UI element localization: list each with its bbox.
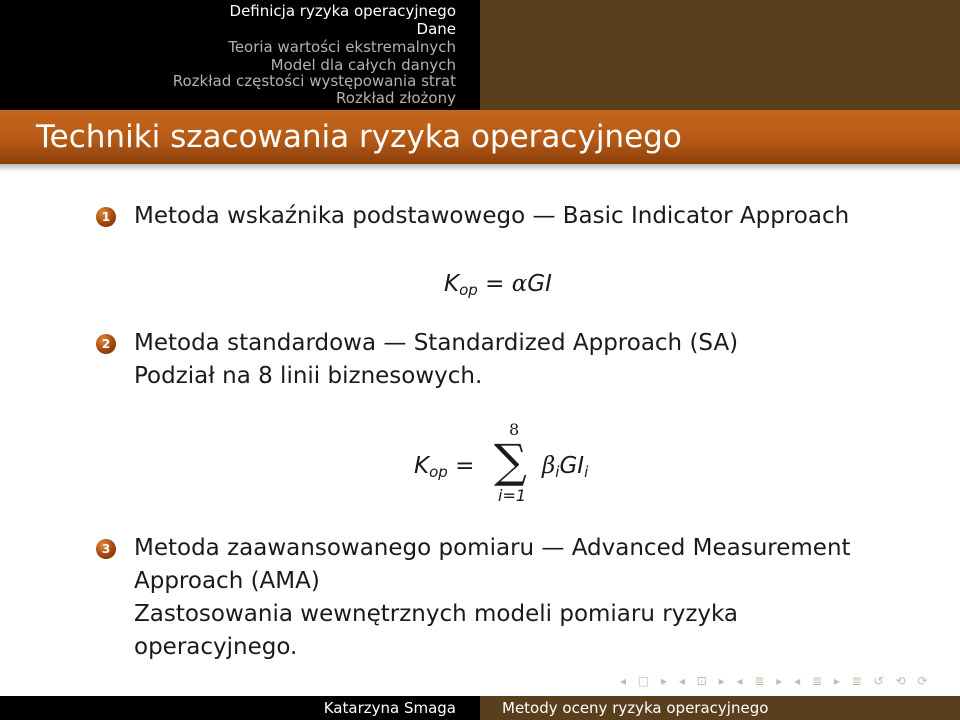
search-back-icon[interactable]: ↺ [873,674,884,688]
sum-upper-limit: 8 [509,420,520,439]
header-navigation [0,0,960,110]
section-icon[interactable]: ≣ [754,674,765,688]
formula-symbol: K [444,271,460,297]
formula-symbol: GI [527,271,552,297]
formula-symbol: K [414,453,430,479]
item-text [134,532,851,664]
item-line: Podział na 8 linii biznesowych. [134,363,483,389]
formula-subscript: i [584,463,589,481]
footer-author-panel [0,696,480,720]
item-line: Metoda standardowa — Standardized Approach (SA) [134,330,739,356]
item-line: Approach (AMA) [134,568,320,594]
nav-prev-icon[interactable]: ◂ [736,674,743,688]
formula-equals: = [455,453,475,479]
nav-next-icon[interactable]: ▸ [833,674,840,688]
footer-title: Metody oceny ryzyka operacyjnego [502,699,769,717]
formula-subscript: i [555,463,560,481]
title-shadow [0,164,960,172]
beamer-nav-symbols [620,672,935,690]
nav-next-icon[interactable]: ▸ [718,674,725,688]
sum-lower-limit: i=1 [498,486,527,505]
item-text [134,200,849,233]
outline-icon[interactable]: ≣ [851,674,862,688]
formula-subscript: op [459,281,478,299]
formula-subscript: op [429,463,448,481]
footer-author: Katarzyna Smaga [323,699,456,717]
formula-symbol: GI [559,453,585,479]
footer-title-panel [480,696,960,720]
formula-beta: β [542,453,556,479]
item-line: Zastosowania wewnętrznych modeli pomiaru ryzyka [134,601,739,627]
formula-basic-indicator [444,268,552,306]
subsection-icon[interactable]: ⊡ [696,674,707,688]
header-right-panel [480,0,960,110]
nav-section-teoria[interactable]: Teoria wartości ekstremalnych [228,38,456,56]
formula-standardized [414,420,654,516]
item-number-ball: 3 [96,539,116,559]
nav-section-rozklad-zlozony[interactable]: Rozkład złożony [336,89,456,107]
nav-prev-icon[interactable]: ◂ [794,674,801,688]
nav-section-rozklad-czestosci[interactable]: Rozkład częstości występowania strat [172,72,456,90]
formula-alpha: α [511,271,528,297]
frame-icon[interactable]: □ [637,674,650,688]
item-text [134,327,738,393]
item-line: Metoda zaawansowanego pomiaru — Advanced Measurement [134,535,851,561]
formula-lhs [414,450,474,488]
item-line: operacyjnego. [134,634,298,660]
section-nav [0,0,480,110]
nav-section-model[interactable]: Model dla całych danych [270,56,456,74]
nav-prev-icon[interactable]: ◂ [620,674,627,688]
nav-next-icon[interactable]: ▸ [661,674,668,688]
nav-section-definicja[interactable]: Definicja ryzyka operacyjnego [229,2,456,20]
footer [0,696,960,720]
nav-section-dane[interactable]: Dane [416,20,456,38]
item-number-ball: 2 [96,334,116,354]
slide-title: Techniki szacowania ryzyka operacyjnego [36,119,682,155]
sum-sigma: ∑ [494,434,527,488]
nav-prev-icon[interactable]: ◂ [678,674,685,688]
document-icon[interactable]: ≣ [811,674,823,688]
formula-equals: = [485,271,505,297]
undo-icon[interactable]: ⟲ [895,674,906,688]
title-bar [0,110,960,164]
redo-icon[interactable]: ⟳ [917,674,928,688]
nav-next-icon[interactable]: ▸ [776,674,783,688]
item-line: Metoda wskaźnika podstawowego — Basic Indicator Approach [134,203,850,229]
formula-rhs [542,450,588,488]
item-number-ball: 1 [96,207,116,227]
